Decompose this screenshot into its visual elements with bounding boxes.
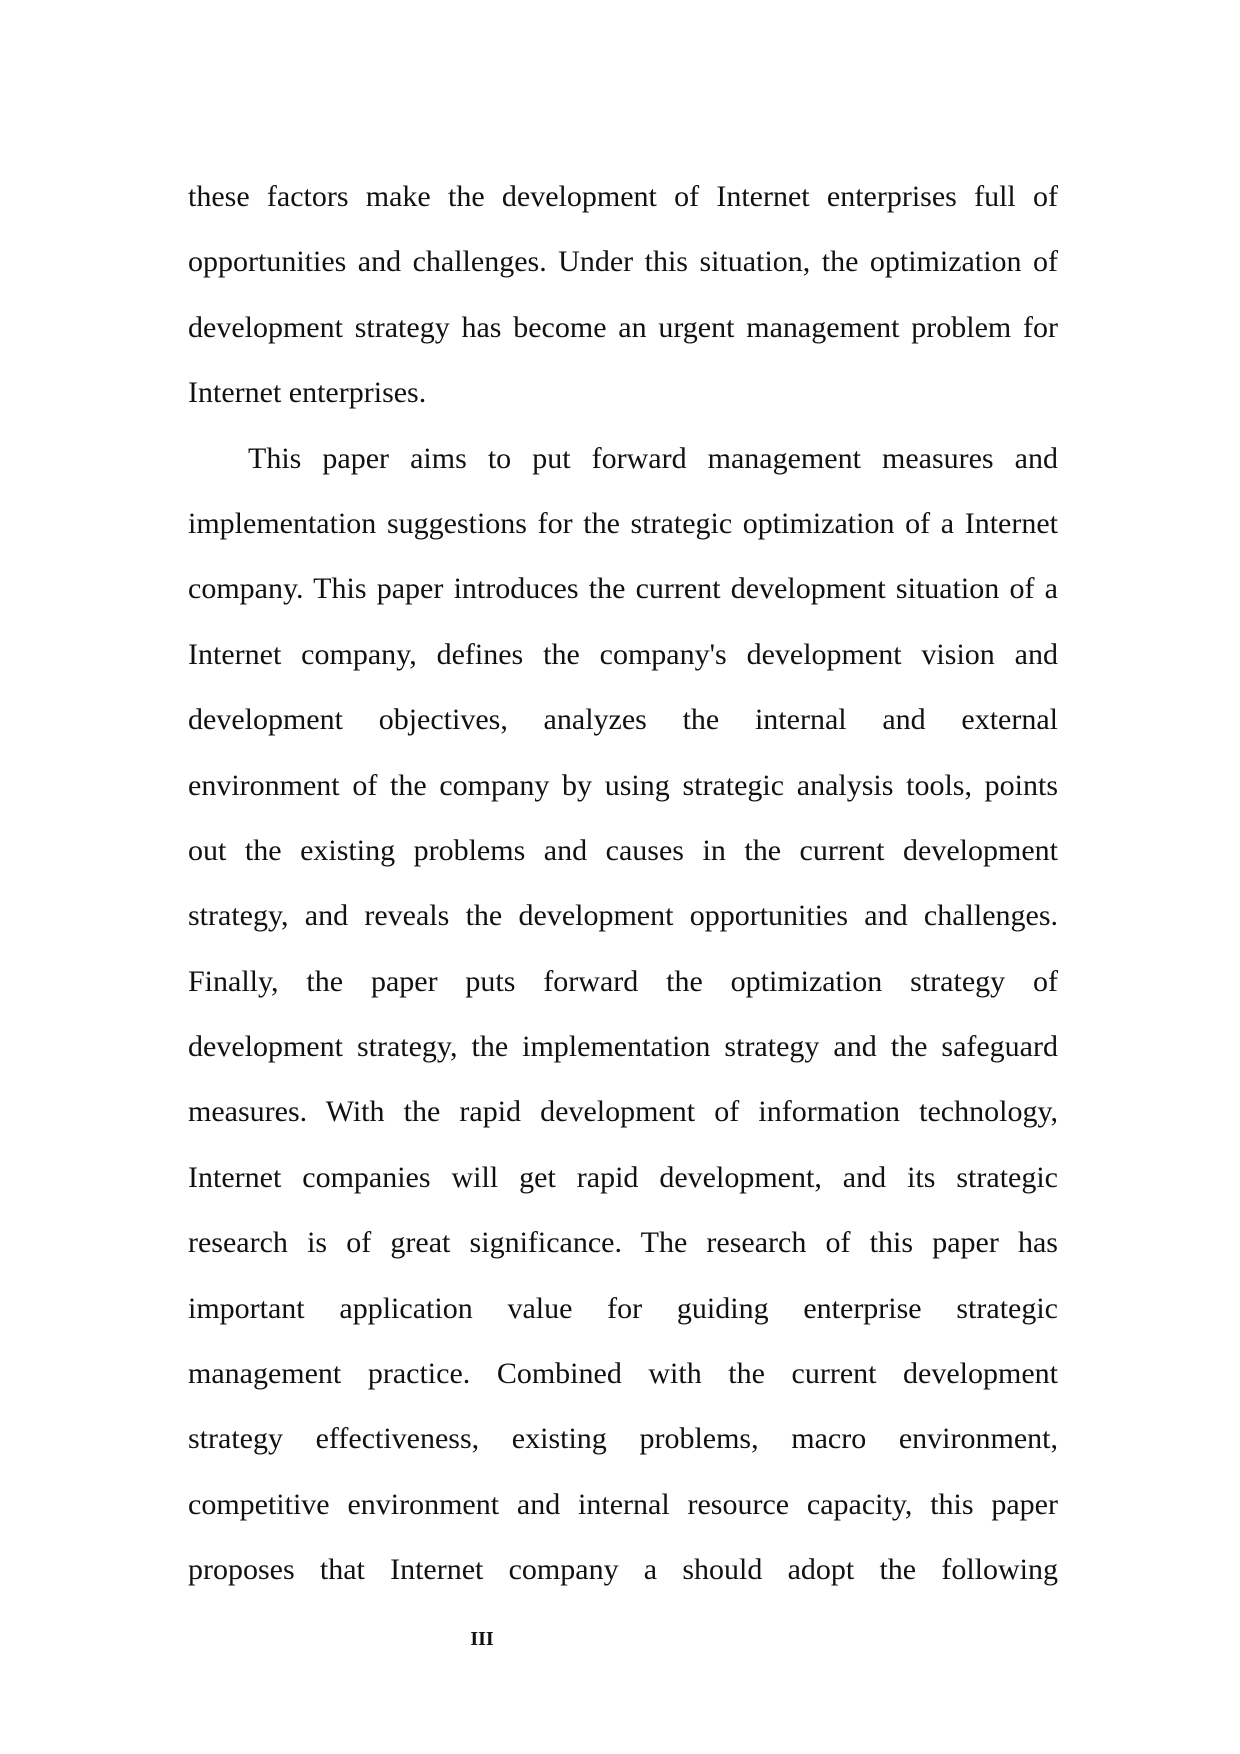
text-line: development strategy, the implementation strategy and the safeguard — [188, 1030, 1058, 1064]
text-line: these factors make the development of Internet enterprises full of — [188, 180, 1058, 213]
page-number: III — [470, 1628, 494, 1650]
text-line: company. This paper introduces the current development situation of a — [188, 572, 1058, 606]
text-line: proposes that Internet company a should adopt the following — [188, 1553, 1058, 1587]
paragraph-first-line: This paper aims to put forward management measures and — [248, 441, 1058, 475]
text-line: implementation suggestions for the strategic optimization of a Internet — [188, 506, 1058, 540]
text-line: strategy effectiveness, existing problems, macro environment, — [188, 1422, 1058, 1456]
text-line: Internet company, defines the company's development vision and — [188, 637, 1058, 671]
text-line: management practice. Combined with the current development — [188, 1357, 1058, 1391]
text-line: development strategy has become an urgent management problem for — [188, 310, 1058, 344]
text-line: environment of the company by using strategic analysis tools, points — [188, 768, 1058, 802]
text-line: strategy, and reveals the development opportunities and challenges. — [188, 899, 1058, 933]
text-line: measures. With the rapid development of information technology, — [188, 1095, 1058, 1129]
text-line: research is of great significance. The research of this paper has — [188, 1226, 1058, 1260]
text-line: out the existing problems and causes in the current development — [188, 833, 1058, 867]
text-line: important application value for guiding enterprise strategic — [188, 1291, 1058, 1325]
text-line: competitive environment and internal resource capacity, this paper — [188, 1487, 1058, 1521]
abstract-body — [188, 168, 1058, 1607]
text-line: Finally, the paper puts forward the optimization strategy of — [188, 964, 1058, 998]
text-line: Internet enterprises. — [188, 376, 427, 410]
text-line: development objectives, analyzes the internal and external — [188, 703, 1058, 737]
text-line: Internet companies will get rapid development, and its strategic — [188, 1160, 1058, 1194]
text-line: opportunities and challenges. Under this situation, the optimization of — [188, 245, 1058, 279]
